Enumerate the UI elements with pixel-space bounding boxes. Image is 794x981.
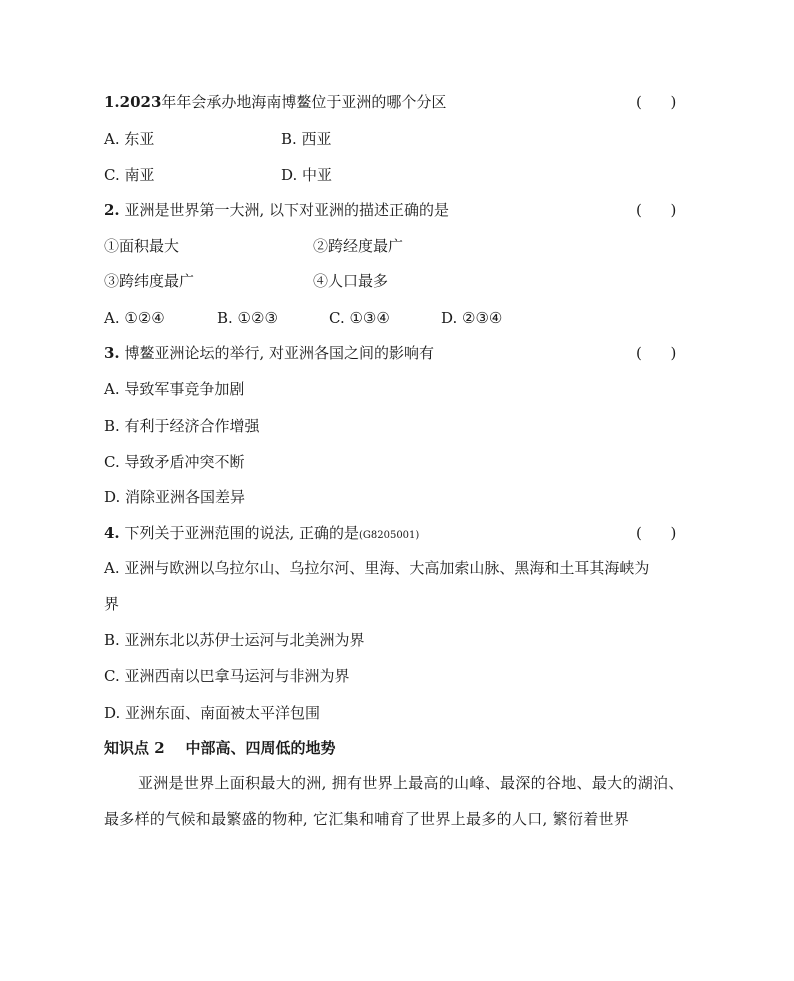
question-text: 博鳌亚洲论坛的举行, 对亚洲各国之间的影响有 xyxy=(119,344,434,362)
option-a: A. ①②④ xyxy=(104,309,165,327)
option-b: B. 西亚 xyxy=(281,130,332,148)
question-text: 亚洲是世界第一大洲, 以下对亚洲的描述正确的是 xyxy=(119,201,449,219)
question-number: 4. xyxy=(104,524,120,542)
question-3 xyxy=(104,343,434,363)
question-2 xyxy=(104,200,449,220)
statement-4: ④人口最多 xyxy=(313,272,389,290)
answer-parentheses: ( ) xyxy=(636,201,677,219)
question-code: (G8205001) xyxy=(358,530,420,541)
question-text: 年年会承办地海南博鳌位于亚洲的哪个分区 xyxy=(161,93,447,111)
option-d: D. 中亚 xyxy=(281,166,333,184)
option-b: B. 亚洲东北以苏伊士运河与北美洲为界 xyxy=(104,631,365,649)
option-c: C. 导致矛盾冲突不断 xyxy=(104,453,245,471)
question-number: 3. xyxy=(104,344,120,362)
statement-2: ②跨经度最广 xyxy=(313,237,404,255)
option-c: C. 亚洲西南以巴拿马运河与非洲为界 xyxy=(104,667,350,685)
option-b: B. 有利于经济合作增强 xyxy=(104,417,260,435)
option-d: D. ②③④ xyxy=(441,309,503,327)
option-a: A. 亚洲与欧洲以乌拉尔山、乌拉尔河、里海、大高加索山脉、黑海和土耳其海峡为 xyxy=(104,559,650,577)
question-text: 下列关于亚洲范围的说法, 正确的是 xyxy=(119,524,359,542)
answer-parentheses: ( ) xyxy=(636,93,677,111)
option-a-continued: 界 xyxy=(104,595,120,613)
body-paragraph: 亚洲是世界上面积最大的洲, 拥有世界上最高的山峰、最深的谷地、最大的湖泊、最多样的气候和最繁盛的物种, 它汇集和哺育了世界上最多的人口, 繁衍着世界 xyxy=(104,774,684,828)
option-a: A. 导致军事竞争加剧 xyxy=(104,380,245,398)
statement-3: ③跨纬度最广 xyxy=(104,272,195,290)
answer-parentheses: ( ) xyxy=(636,344,677,362)
option-b: B. ①②③ xyxy=(217,309,278,327)
statement-1: ①面积最大 xyxy=(104,237,180,255)
option-a: A. 东亚 xyxy=(104,130,155,148)
option-d: D. 亚洲东面、南面被太平洋包围 xyxy=(104,704,321,722)
question-number: 1. xyxy=(104,93,120,111)
question-number: 2. xyxy=(104,201,120,219)
question-4 xyxy=(104,523,419,546)
option-c: C. ①③④ xyxy=(329,309,390,327)
answer-parentheses: ( ) xyxy=(636,524,677,542)
option-d: D. 消除亚洲各国差异 xyxy=(104,488,246,506)
question-1 xyxy=(104,92,446,112)
option-c: C. 南亚 xyxy=(104,166,155,184)
section-heading: 知识点 2 中部高、四周低的地势 xyxy=(104,739,336,757)
question-year: 2023 xyxy=(119,93,162,111)
